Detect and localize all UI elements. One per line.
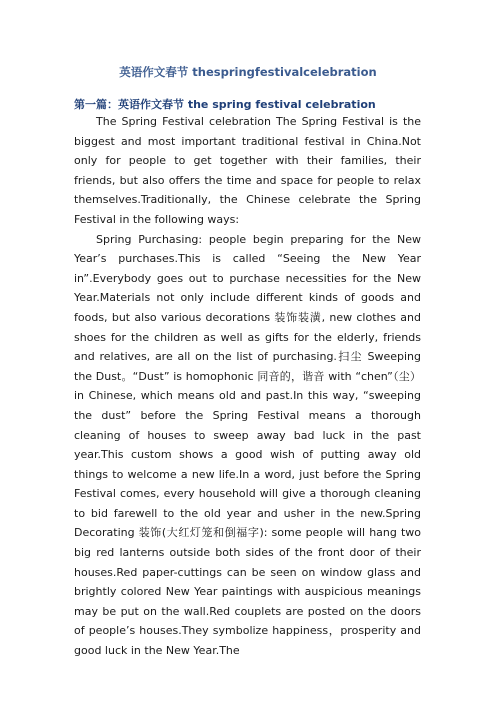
paragraph: The Spring Festival celebration The Spring Festival is the biggest and most important traditional festival in China.Not only for people to get together with their families, their friends, but also offers the time and space for people to relax themselves.Traditionally, the Chinese celebrate the Spring Festival in the following ways: [74,115,421,226]
document-title: 英语作文春节 thespringfestivalcelebration [119,65,377,79]
section-heading: 第一篇：英语作文春节 the spring festival celebration [74,98,376,111]
body-text [74,112,421,661]
paragraph: Spring Purchasing: people begin preparing for the New Year’s purchases.This is called “Seeing the New Year in”.Everybody goes out to purchase necessities for the New Year.Materials not only include different kinds of goods and foods, but also various decorations 装饰装潢, new clothes and shoes for the children as well as gifts for the elderly, friends and relatives, are all on the list of purchasing.扫尘 Sweeping the Dust。“Dust” is homophonic 同音的，谐音 with “chen”（尘）in Chinese, which means old and past.In this way, “sweeping the dust” before the Spring Festival means a thorough cleaning of houses to sweep away bad luck in the past year.This custom shows a good wish of putting away old things to welcome a new life.In a word, just before the Spring Festival comes, every household will give a thorough cleaning to bid farewell to the old year and usher in the new.Spring Decorating 装饰(大红灯笼和倒福字): some people will hang two big red lanterns outside both sides of the front door of their houses.Red paper-cuttings can be seen on window glass and brightly colored New Year paintings with auspicious meanings may be put on the wall.Red couplets are posted on the doors of people’s houses.They symbolize happiness，prosperity and good luck in the New Year.The [74,232,421,658]
